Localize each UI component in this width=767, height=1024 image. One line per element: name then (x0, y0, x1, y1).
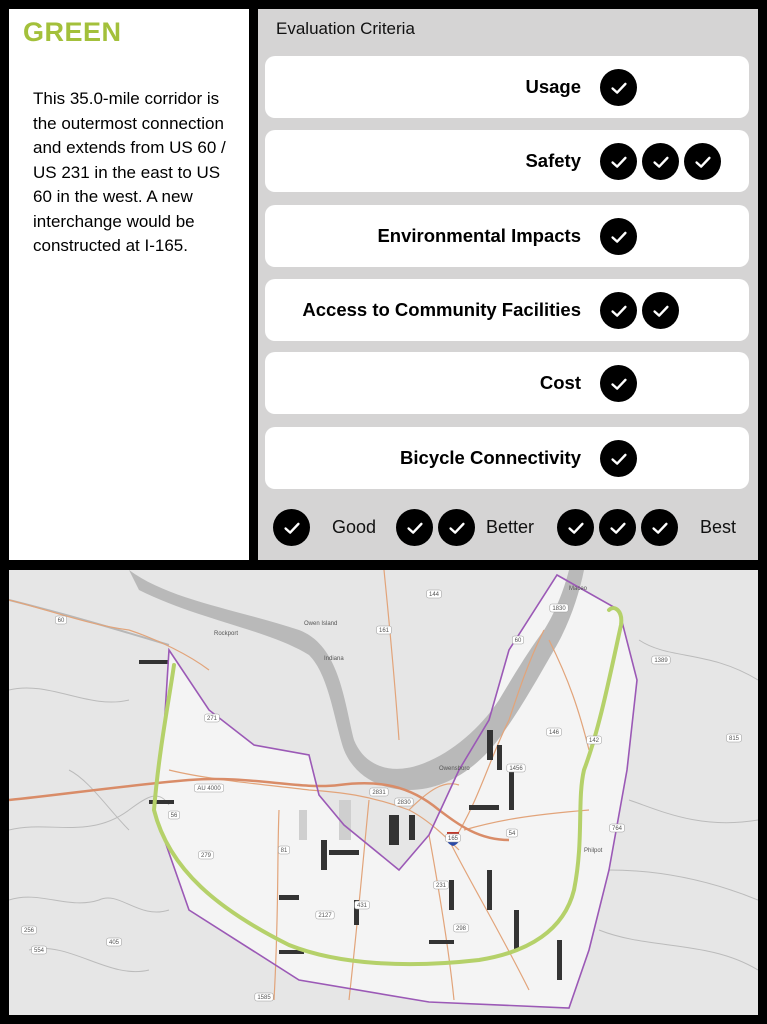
svg-text:431: 431 (356, 903, 368, 909)
place-label: Indiana (324, 656, 344, 662)
check-icon (600, 218, 637, 255)
criterion-access-community-facilities (265, 279, 749, 341)
route-shield (547, 728, 562, 736)
svg-text:161: 161 (378, 628, 390, 634)
evaluation-panel (258, 9, 758, 560)
criterion-label: Access to Community Facilities (302, 299, 581, 320)
svg-text:1389: 1389 (654, 658, 668, 664)
legend-best-label: Best (700, 517, 737, 537)
svg-text:815: 815 (728, 736, 740, 742)
svg-text:165: 165 (447, 836, 459, 842)
check-icon (273, 509, 310, 546)
check-icon (557, 509, 594, 546)
route-shield (168, 811, 179, 819)
criterion-label: Usage (525, 76, 581, 97)
check-icon (642, 292, 679, 329)
svg-text:271: 271 (206, 716, 218, 722)
svg-text:256: 256 (23, 928, 35, 934)
route-shield (727, 734, 742, 742)
evaluation-title: Evaluation Criteria (276, 19, 415, 38)
criterion-cost (265, 352, 749, 414)
route-shield (446, 834, 461, 842)
criterion-rating (600, 69, 637, 106)
route-shield (506, 829, 517, 837)
route-shield (205, 714, 220, 722)
criterion-safety (265, 130, 749, 192)
corridor-title: GREEN (23, 17, 122, 47)
criterion-rating (600, 365, 637, 402)
legend-good-checks (273, 509, 310, 546)
map-canvas (9, 570, 758, 1015)
svg-text:2830: 2830 (397, 800, 411, 806)
route-shield (194, 784, 223, 792)
route-shield (32, 946, 47, 954)
place-label: Owensboro (439, 766, 470, 772)
route-shield (610, 824, 625, 832)
route-shield (355, 901, 370, 909)
place-label: Owen Island (304, 621, 338, 627)
svg-text:144: 144 (428, 592, 440, 598)
svg-text:764: 764 (611, 826, 623, 832)
route-shield (434, 881, 449, 889)
route-shield (107, 938, 122, 946)
route-shield (370, 788, 388, 796)
route-shield (454, 924, 469, 932)
criterion-label: Safety (525, 150, 581, 171)
svg-text:60: 60 (514, 638, 522, 644)
svg-text:298: 298 (455, 926, 467, 932)
criterion-rating (600, 143, 721, 180)
route-shield (55, 616, 66, 624)
place-label: Maceo (569, 586, 588, 592)
check-icon (642, 143, 679, 180)
criterion-rating (600, 292, 679, 329)
criterion-environmental-impacts (265, 205, 749, 267)
check-icon (684, 143, 721, 180)
route-shield (255, 993, 273, 1001)
check-icon (600, 365, 637, 402)
route-shield (550, 604, 568, 612)
svg-text:554: 554 (33, 948, 45, 954)
legend-better-label: Better (486, 517, 535, 537)
svg-text:2127: 2127 (318, 913, 332, 919)
route-shield (199, 851, 214, 859)
check-icon (600, 440, 637, 477)
criterion-rating (600, 440, 637, 477)
svg-text:2831: 2831 (372, 790, 386, 796)
corridor-description: This 35.0-mile corridor is the outermost connection and extends from US 60 / US 231 in the east to US 60 in the west. A new interchange would be constructed at I-165. (33, 89, 226, 255)
svg-text:54: 54 (508, 831, 516, 837)
route-shield (22, 926, 37, 934)
criterion-rating (600, 218, 637, 255)
check-icon (438, 509, 475, 546)
legend-best-checks (557, 509, 678, 546)
svg-text:56: 56 (170, 813, 178, 819)
corridor-map (9, 570, 758, 1015)
svg-text:1585: 1585 (257, 995, 271, 1001)
place-label: Rockport (214, 631, 239, 637)
svg-text:279: 279 (200, 853, 212, 859)
route-shield (377, 626, 392, 634)
route-shield (512, 636, 523, 644)
svg-text:81: 81 (280, 848, 288, 854)
check-icon (600, 69, 637, 106)
svg-text:1456: 1456 (509, 766, 523, 772)
place-label: Philpot (584, 848, 603, 854)
route-shield (587, 736, 602, 744)
svg-text:231: 231 (435, 883, 447, 889)
svg-text:1830: 1830 (552, 606, 566, 612)
legend-better-checks (396, 509, 475, 546)
criterion-usage (265, 56, 749, 118)
check-icon (600, 143, 637, 180)
check-icon (599, 509, 636, 546)
svg-text:146: 146 (548, 730, 560, 736)
corridor-info-panel (9, 9, 249, 560)
criterion-bicycle-connectivity (265, 427, 749, 489)
svg-text:142: 142 (588, 738, 600, 744)
route-shield (652, 656, 670, 664)
criterion-label: Environmental Impacts (377, 225, 581, 246)
criterion-label: Cost (539, 372, 581, 393)
route-shield (507, 764, 525, 772)
svg-text:60: 60 (57, 618, 65, 624)
check-icon (600, 292, 637, 329)
svg-text:AU 4000: AU 4000 (197, 786, 221, 792)
criterion-label: Bicycle Connectivity (400, 447, 581, 468)
legend-good-label: Good (332, 517, 377, 537)
check-icon (396, 509, 433, 546)
route-shield (278, 846, 289, 854)
route-shield (395, 798, 413, 806)
route-shield (427, 590, 442, 598)
route-shield (316, 911, 334, 919)
svg-text:405: 405 (108, 940, 120, 946)
check-icon (641, 509, 678, 546)
